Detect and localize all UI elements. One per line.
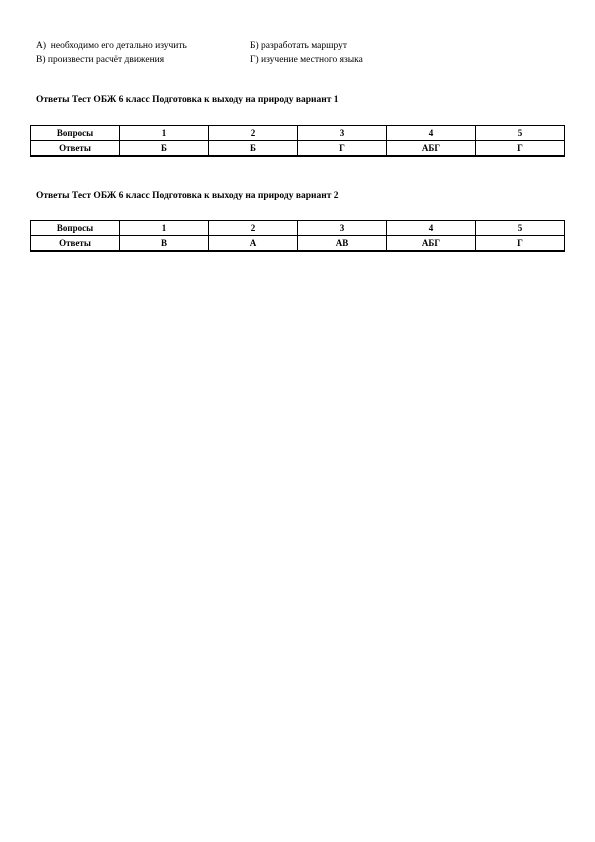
question-number-cell: 3 bbox=[298, 221, 387, 236]
table-row-answers bbox=[31, 236, 565, 252]
question-number-cell: 4 bbox=[387, 126, 476, 141]
answer-cell: Г bbox=[476, 141, 565, 157]
variant-2-heading: Ответы Тест ОБЖ 6 класс Подготовка к выходу на природу вариант 2 bbox=[36, 191, 339, 201]
answers-label-cell: Ответы bbox=[31, 141, 120, 157]
answer-cell: Б bbox=[120, 141, 209, 157]
variant-1-heading: Ответы Тест ОБЖ 6 класс Подготовка к выходу на природу вариант 1 bbox=[36, 95, 339, 105]
answer-cell: А bbox=[209, 236, 298, 252]
question-number-cell: 2 bbox=[209, 126, 298, 141]
answer-cell: АВ bbox=[298, 236, 387, 252]
question-number-cell: 5 bbox=[476, 126, 565, 141]
option-g: Г) изучение местного языка bbox=[250, 55, 363, 65]
table-row-questions bbox=[31, 126, 565, 141]
answer-options bbox=[36, 39, 436, 67]
questions-label-cell: Вопросы bbox=[31, 221, 120, 236]
table-row-questions bbox=[31, 221, 565, 236]
answer-cell: АБГ bbox=[387, 141, 476, 157]
option-a: А) необходимо его детально изучить bbox=[36, 41, 187, 51]
variant-2-answers-table bbox=[30, 220, 565, 252]
answer-cell: В bbox=[120, 236, 209, 252]
answer-cell: Б bbox=[209, 141, 298, 157]
options-row-1 bbox=[36, 39, 436, 53]
options-row-2 bbox=[36, 53, 436, 67]
question-number-cell: 3 bbox=[298, 126, 387, 141]
question-number-cell: 1 bbox=[120, 126, 209, 141]
answers-label-cell: Ответы bbox=[31, 236, 120, 252]
question-number-cell: 1 bbox=[120, 221, 209, 236]
question-number-cell: 5 bbox=[476, 221, 565, 236]
variant-1-answers-table bbox=[30, 125, 565, 157]
answer-cell: АБГ bbox=[387, 236, 476, 252]
answer-cell: Г bbox=[298, 141, 387, 157]
answer-cell: Г bbox=[476, 236, 565, 252]
option-v: В) произвести расчёт движения bbox=[36, 55, 165, 65]
question-number-cell: 4 bbox=[387, 221, 476, 236]
table-row-answers bbox=[31, 141, 565, 157]
option-b: Б) разработать маршрут bbox=[250, 41, 347, 51]
questions-label-cell: Вопросы bbox=[31, 126, 120, 141]
question-number-cell: 2 bbox=[209, 221, 298, 236]
